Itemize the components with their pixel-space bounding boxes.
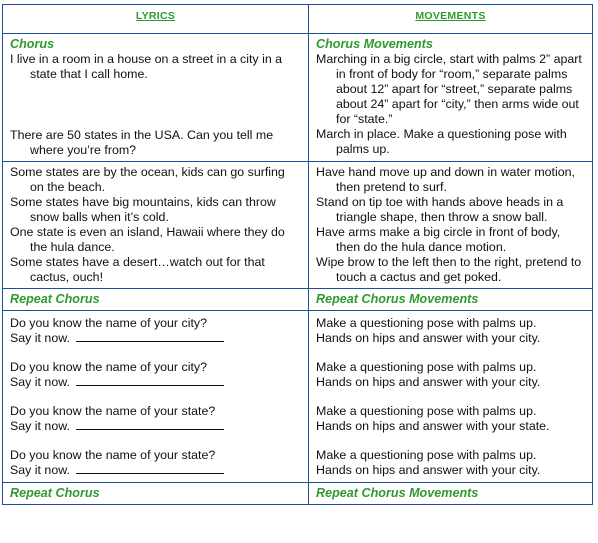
answer-blank	[76, 463, 224, 474]
movement-line-1: Make a questioning pose with palms up.	[316, 404, 537, 418]
say-it-text: Say it now.	[10, 463, 70, 477]
repeat-chorus-label: Repeat Chorus	[10, 486, 100, 500]
question-block	[10, 316, 301, 346]
movement-line-2: Hands on hips and answer with your city.	[316, 375, 541, 389]
say-it-line	[10, 375, 301, 390]
lyrics-header: LYRICS	[135, 10, 176, 22]
repeat-lyric-cell-1	[3, 289, 309, 311]
chorus-spacer	[10, 82, 301, 128]
repeat-lyric-cell-2	[3, 483, 309, 505]
verse-lyric: Some states have a desert…watch out for that cactus, ouch!	[10, 255, 265, 284]
movement-line-1: Make a questioning pose with palms up.	[316, 360, 537, 374]
movement-line-2: Hands on hips and answer with your state.	[316, 419, 550, 433]
movement-block	[316, 404, 585, 434]
say-it-line	[10, 331, 301, 346]
song-table	[2, 4, 593, 505]
chorus-title: Chorus	[10, 37, 55, 51]
verse-lyric: One state is even an island, Hawaii where they do the hula dance.	[10, 225, 285, 254]
verse-movement: Stand on tip toe with hands above heads in a triangle shape, then throw a snow ball.	[316, 195, 564, 224]
repeat-row-1	[3, 289, 593, 311]
verse-movements-cell	[309, 162, 593, 289]
question-text: Do you know the name of your city?	[10, 360, 207, 374]
movement-block	[316, 316, 585, 346]
verse-movement: Have hand move up and down in water motion, then pretend to surf.	[316, 165, 575, 194]
verse-lyric: Some states have big mountains, kids can throw snow balls when it’s cold.	[10, 195, 276, 224]
say-it-text: Say it now.	[10, 375, 70, 389]
questions-movements-cell	[309, 311, 593, 483]
question-text: Do you know the name of your state?	[10, 404, 216, 418]
movement-line-2: Hands on hips and answer with your city.	[316, 331, 541, 345]
verse-lyric: Some states are by the ocean, kids can go surfing on the beach.	[10, 165, 285, 194]
say-it-line	[10, 419, 301, 434]
verse-row	[3, 162, 593, 289]
question-block	[10, 404, 301, 434]
movements-header-cell	[309, 5, 593, 34]
movement-block	[316, 360, 585, 390]
repeat-movement-cell-1	[309, 289, 593, 311]
movement-line-2: Hands on hips and answer with your city.	[316, 463, 541, 477]
movement-line-1: Make a questioning pose with palms up.	[316, 316, 537, 330]
question-block	[10, 360, 301, 390]
say-it-text: Say it now.	[10, 419, 70, 433]
chorus-lyrics-cell	[3, 34, 309, 162]
chorus-lyric-2: There are 50 states in the USA. Can you tell me where you’re from?	[10, 128, 274, 157]
say-it-text: Say it now.	[10, 331, 70, 345]
chorus-movements-cell	[309, 34, 593, 162]
questions-row	[3, 311, 593, 483]
movements-header: MOVEMENTS	[415, 10, 486, 22]
questions-lyrics-cell	[3, 311, 309, 483]
repeat-chorus-movements-label: Repeat Chorus Movements	[316, 486, 479, 500]
repeat-row-2	[3, 483, 593, 505]
question-text: Do you know the name of your city?	[10, 316, 207, 330]
say-it-line	[10, 463, 301, 478]
verse-movement: Have arms make a big circle in front of body, then do the hula dance motion.	[316, 225, 561, 254]
repeat-chorus-movements-label: Repeat Chorus Movements	[316, 292, 479, 306]
chorus-row	[3, 34, 593, 162]
verse-movement: Wipe brow to the left then to the right, pretend to touch a cactus and get poked.	[316, 255, 582, 284]
answer-blank	[76, 419, 224, 430]
answer-blank	[76, 375, 224, 386]
header-row	[3, 5, 593, 34]
chorus-lyric-1: I live in a room in a house on a street in a city in a state that I call home.	[10, 52, 283, 81]
question-text: Do you know the name of your state?	[10, 448, 216, 462]
movement-line-1: Make a questioning pose with palms up.	[316, 448, 537, 462]
movement-block	[316, 448, 585, 478]
lyrics-header-cell	[3, 5, 309, 34]
answer-blank	[76, 331, 224, 342]
chorus-movements-title: Chorus Movements	[316, 37, 433, 51]
chorus-movement-1: Marching in a big circle, start with palms 2” apart in front of body for “room,” separate palms about 12” apart for “street,” separate palms about 24” apart for “city,” then arms wide out for “state.”	[316, 52, 582, 126]
repeat-chorus-label: Repeat Chorus	[10, 292, 100, 306]
verse-lyrics-cell	[3, 162, 309, 289]
chorus-movement-2: March in place. Make a questioning pose with palms up.	[316, 127, 567, 156]
repeat-movement-cell-2	[309, 483, 593, 505]
question-block	[10, 448, 301, 478]
